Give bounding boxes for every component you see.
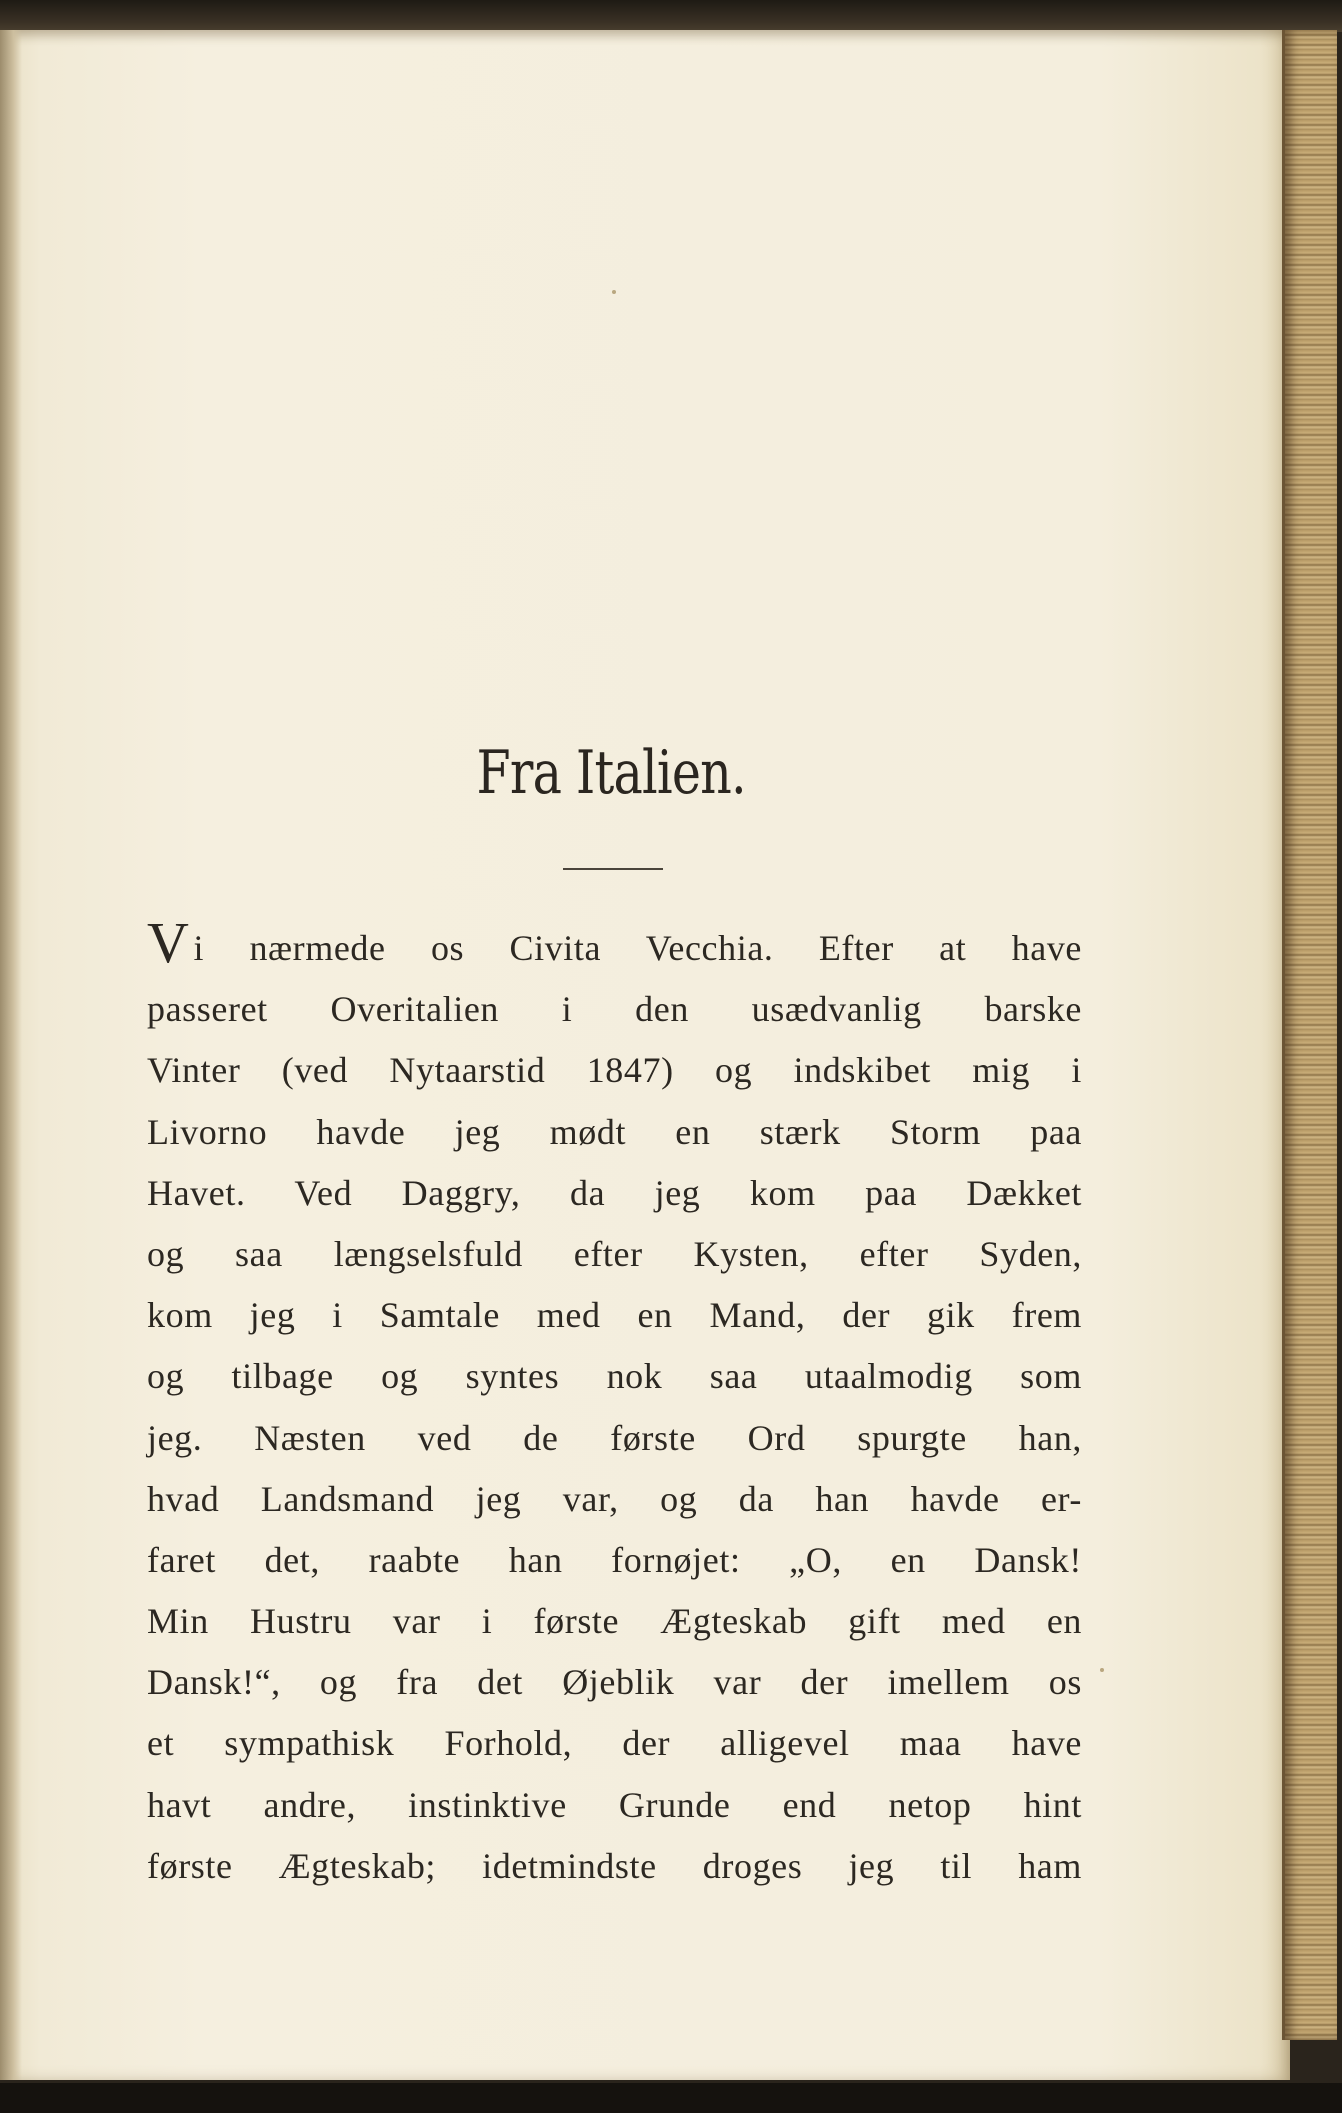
page-edges xyxy=(1282,30,1337,2040)
scan-top-edge xyxy=(0,0,1342,32)
text-line: kom jeg i Samtale med en Mand, der gik frem xyxy=(147,1295,1082,1336)
drop-cap: V xyxy=(147,910,190,975)
page-gutter xyxy=(0,30,22,2080)
text-line: hvad Landsmand jeg var, og da han havde er- xyxy=(147,1478,1082,1519)
text-line: og saa længselsfuld efter Kysten, efter Syden, xyxy=(147,1233,1082,1274)
chapter-title: Fra Italien. xyxy=(476,738,746,808)
first-line-text: i nærmede os Civita Vecchia. Efter at have xyxy=(193,928,1082,968)
text-line: faret det, raabte han fornøjet: „O, en Dansk! xyxy=(147,1539,1082,1580)
text-line: Vinter (ved Nytaarstid 1847) og indskibet mig i xyxy=(147,1050,1082,1091)
text-line: og tilbage og syntes nok saa utaalmodig som xyxy=(147,1356,1082,1397)
text-line: Livorno havde jeg mødt en stærk Storm paa xyxy=(147,1111,1082,1152)
title-rule xyxy=(563,868,663,870)
text-line: Havet. Ved Daggry, da jeg kom paa Dækket xyxy=(147,1172,1082,1213)
body-text xyxy=(147,910,1082,1897)
scan-bottom-edge xyxy=(0,2083,1342,2113)
text-line: første Ægteskab; idetmindste droges jeg til ham xyxy=(147,1845,1082,1886)
text-line: Dansk!“, og fra det Øjeblik var der imellem os xyxy=(147,1662,1082,1703)
text-line: jeg. Næsten ved de første Ord spurgte han, xyxy=(147,1417,1082,1458)
text-line: Min Hustru var i første Ægteskab gift med en xyxy=(147,1601,1082,1642)
paper-speck xyxy=(612,290,616,294)
text-line: et sympathisk Forhold, der alligevel maa have xyxy=(147,1723,1082,1764)
text-line: havt andre, instinktive Grunde end netop hint xyxy=(147,1784,1082,1825)
text-line: passeret Overitalien i den usædvanlig barske xyxy=(147,989,1082,1030)
text-line xyxy=(147,910,1082,979)
paper-speck xyxy=(1100,1668,1104,1672)
